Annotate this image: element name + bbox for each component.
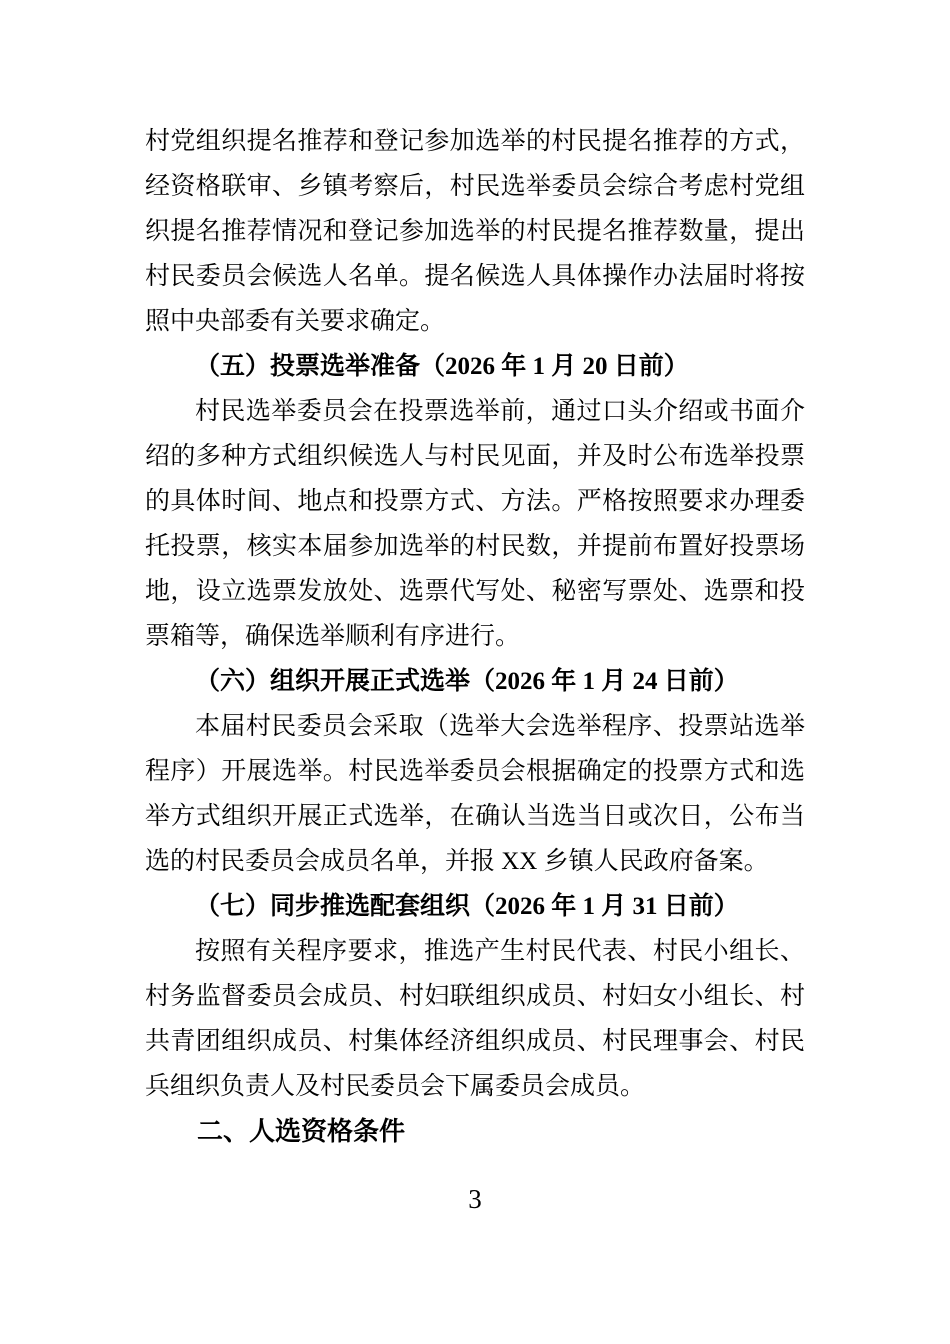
section-heading: 二、人选资格条件 [197, 1116, 406, 1146]
section-subheading: （七）同步推选配套组织（2026 年 1 月 31 日前） [195, 893, 739, 920]
section-subheading: （六）组织开展正式选举（2026 年 1 月 24 日前） [195, 668, 739, 695]
page-footer [0, 1183, 950, 1215]
paragraph-container [145, 119, 805, 1154]
page-number: 3 [468, 1184, 482, 1214]
paragraph: 村党组织提名推荐和登记参加选举的村民提名推荐的方式，经资格联审、乡镇考察后，村民选举委员会综合考虑村党组织提名推荐情况和登记参加选举的村民提名推荐数量，提出村民委员会候选人名单。提名候选人具体操作办法届时将按照中央部委有关要求确定。 [145, 128, 805, 335]
paragraph: 本届村民委员会采取（选举大会选举程序、投票站选举程序）开展选举。村民选举委员会根据确定的投票方式和选举方式组织开展正式选举，在确认当选当日或次日，公布当选的村民委员会成员名单，并报 XX 乡镇人民政府备案。 [145, 713, 805, 875]
paragraph: 按照有关程序要求，推选产生村民代表、村民小组长、村务监督委员会成员、村妇联组织成员、村妇女小组长、村共青团组织成员、村集体经济组织成员、村民理事会、村民兵组织负责人及村民委员会下属委员会成员。 [145, 938, 805, 1100]
paragraph: 村民选举委员会在投票选举前，通过口头介绍或书面介绍的多种方式组织候选人与村民见面，并及时公布选举投票的具体时间、地点和投票方式、方法。严格按照要求办理委托投票，核实本届参加选举的村民数，并提前布置好投票场地，设立选票发放处、选票代写处、秘密写票处、选票和投票箱等，确保选举顺利有序进行。 [145, 398, 805, 650]
section-subheading: （五）投票选举准备（2026 年 1 月 20 日前） [195, 353, 689, 380]
